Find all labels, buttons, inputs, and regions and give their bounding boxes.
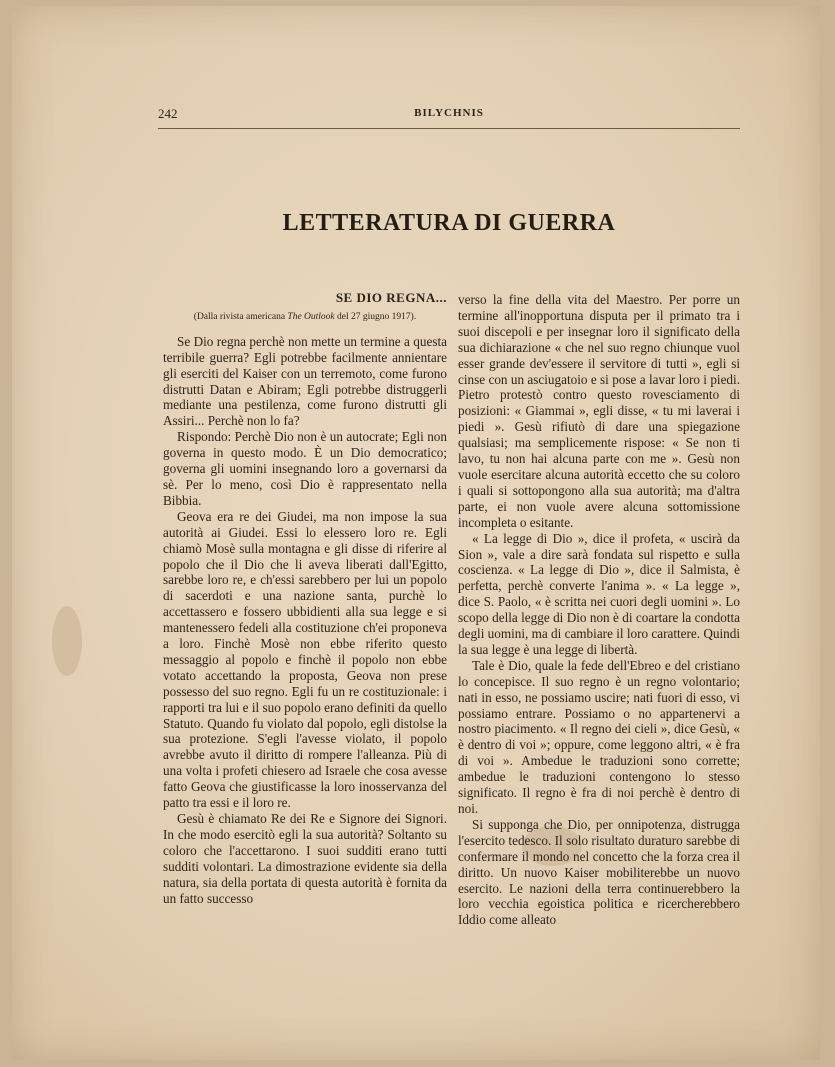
running-title: BILYCHNIS xyxy=(414,107,484,119)
right-column xyxy=(458,292,740,928)
page-header xyxy=(158,106,740,129)
paragraph: Se Dio regna perchè non mette un termine a questa terribile guerra? Egli potrebbe facilmente annientare gli eserciti del Kaiser con un terremoto, come furono distrutti Datan e Abiram; Egli potrebbe distruggerli mediante una pestilenza, come furono distrutti gli Assiri... Perchè non lo fa? xyxy=(163,333,447,429)
paragraph: verso la fine della vita del Maestro. Per porre un termine all'inopportuna disputa per il primato tra i suoi discepoli e per insegnar loro il significato della sua dichiarazione « che nel suo regno chiunque vuol esser grande dev'essere il servitore di tutti », egli si cinse con un asciugatoio e si pose a lavar loro i piedi. Pietro protestò contro questo rovesciamento di posizioni: « Giammai », egli disse, « tu mi laverai i piedi ». Gesù rifiutò di dare una spiegazione qualsiasi; ma semplicemente rispose: « Se non ti lavo, tu non hai alcuna parte con me ». Gesù non vuole esercitare alcuna autorità eccetto che su coloro i quali si sottopongono alla sua autorità; ma d'altra parte, ei non vuole avere alcuna sottomissione incompleta o esitante. xyxy=(458,292,740,530)
source-magazine: The Outlook xyxy=(287,311,335,322)
paragraph: Geova era re dei Giudei, ma non impose la sua autorità ai Giudei. Essi lo elessero loro re. Egli chiamò Mosè sulla montagna e gli disse di riferire al popolo che il Dio che li aveva liberati dall'Egitto, sarebbe loro re, e ch'essi sarebbero per lui un popolo di sacerdoti e una nazione santa, purchè lo accettassero e fossero ubbidienti alla sua legge e si mantenessero fedeli alla costituzione ch'ei proponeva a loro. Finchè Mosè non ebbe riferito questo messaggio al popolo e finchè il popolo non ebbe votato accettando la proposta, Geova non prese possesso del suo regno. Egli fu un re costituzionale: i rapporti tra lui e il suo popolo erano definiti da quello Statuto. Quando fu violato dal popolo, egli distolse la sua protezione. S'egli l'avesse violato, il popolo avrebbe avuto il diritto di rompere l'alleanza. Più di una volta i profeti chiesero ad Israele che cosa avesse fatto Geova che giustificasse la loro inosservanza del patto tra essi e il loro re. xyxy=(163,508,447,811)
paragraph: Rispondo: Perchè Dio non è un autocrate; Egli non governa in questo modo. È un Dio democratico; governa gli uomini insegnando loro a governarsi da sè. Per lo meno, così Dio è rappresentato nella Bibbia. xyxy=(163,429,447,508)
paragraph: « La legge di Dio », dice il profeta, « uscirà da Sion », vale a dire sarà fondata sul rispetto e sulla coscienza. « La legge di Dio », dice il Salmista, è perfetta, perchè converte l'anima ». « La legge », dice S. Paolo, « è scritta nei cuori degli uomini ». Lo scopo della legge di Dio non è di coartare la condotta degli uomini, ma di cambiare il loro carattere. Quindi la sua legge è una legge di libertà. xyxy=(458,530,740,657)
article-title: SE DIO REGNA... xyxy=(335,290,447,305)
source-note xyxy=(163,310,447,326)
source-suffix: del 27 giugno 1917). xyxy=(334,311,417,322)
paragraph: Si supponga che Dio, per onnipotenza, distrugga l'esercito tedesco. Il solo risultato duraturo sarebbe di confermare il mondo nel concetto che la forza crea il diritto. Un nuovo Kaiser mobiliterebbe un nuovo esercito. Le nazioni della terra continuerebbero la loro vecchia egoistica politica e ricercherebbero Iddio come alleato xyxy=(458,816,740,928)
left-column xyxy=(163,290,447,906)
paragraph: Gesù è chiamato Re dei Re e Signore dei Signori. In che modo esercitò egli la sua autorità? Soltanto su coloro che l'accettarono. I suoi sudditi erano tutti sudditi volontari. La dimostrazione evidente sia della natura, sia della portata di questa autorità è fornita da un fatto successo xyxy=(163,811,447,906)
page-number: 242 xyxy=(158,106,178,121)
paper-stain xyxy=(52,606,82,676)
section-title: LETTERATURA DI GUERRA xyxy=(282,210,616,236)
source-prefix: (Dalla rivista americana xyxy=(193,311,288,322)
paragraph: Tale è Dio, quale la fede dell'Ebreo e del cristiano lo concepisce. Il suo regno è un regno volontario; nati in esso, ne possiamo uscire; nati fuori di esso, vi possiamo entrare. Possiamo o no appartenervi a nostro piacimento. « Il regno dei cieli », dice Gesù, « è dentro di voi »; oppure, come leggono altri, « è fra di voi ». Ambedue le traduzioni sono corrette; ambedue le traduzioni contengono lo stesso significato. Il regno è fra di noi perchè è dentro di noi. xyxy=(458,657,740,816)
